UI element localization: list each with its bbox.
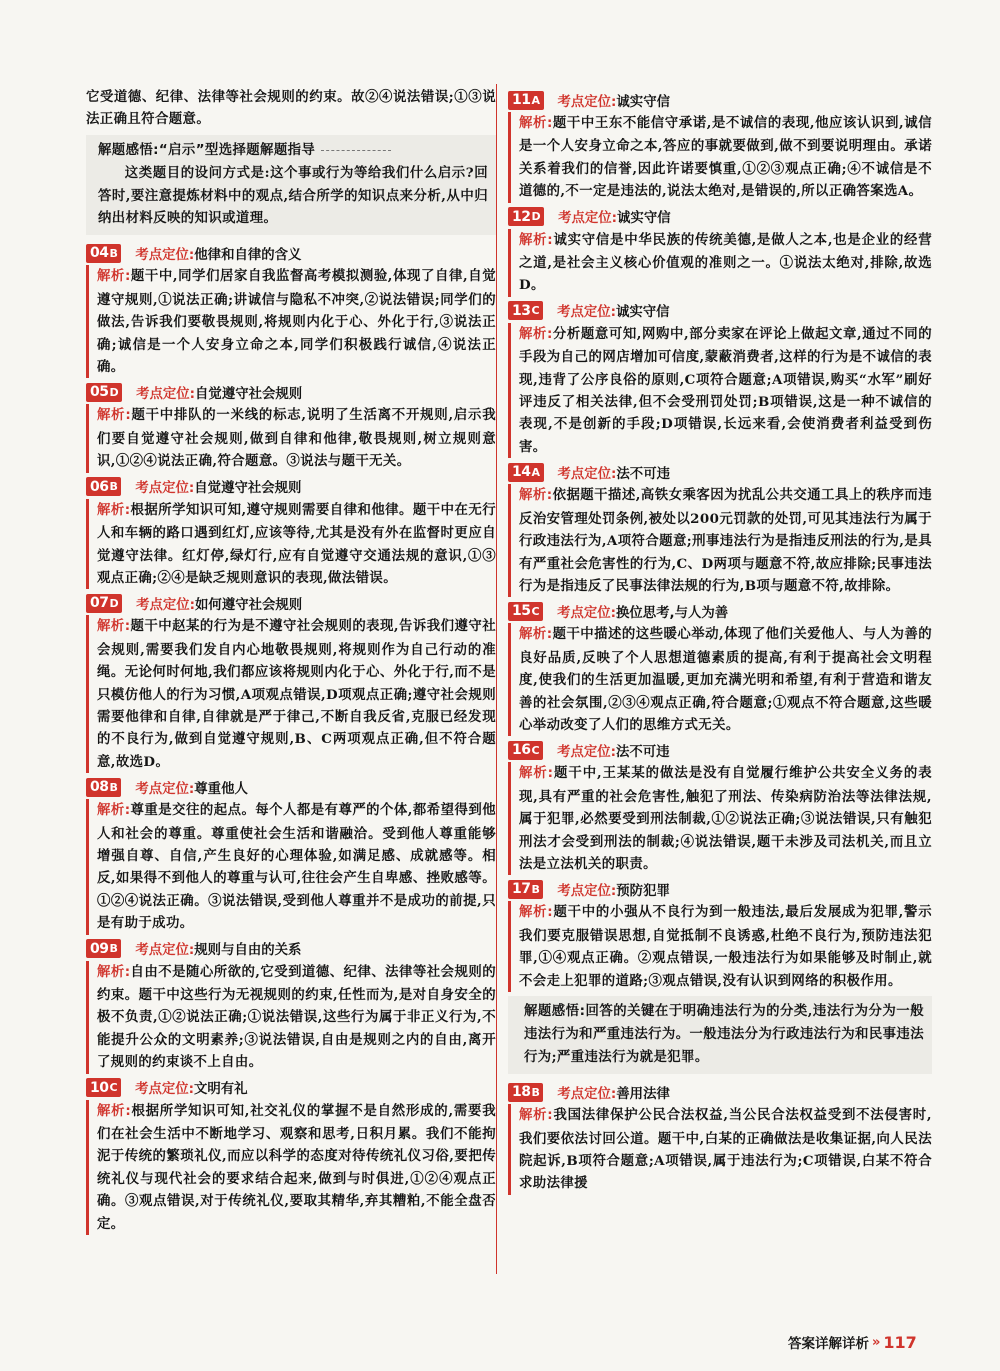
- explanation-text: 分析题意可知,网购中,部分卖家在评论上做起文章,通过不同的手段为自己的网店增加可信度,蒙蔽消费者,这样的行为是不诚信的表现,违背了公序良俗的原则,C项符合题意;A项错误,购买“水军”刷好评违反了相关法律,但不会受刑罚处罚;B项错误,这是一种不诚信的表现,不是创新的手段;D项错误,长远来看,会使消费者利益受到伤害。: [519, 325, 933, 455]
- explanation: [508, 112, 932, 203]
- answer-letter: D: [109, 596, 119, 610]
- answer-letter: C: [531, 304, 540, 318]
- explanation-text: 题干中的小强从不良行为到一般违法,最后发展成为犯罪,警示我们要克服错误思想,自觉抵制不良诱惑,杜绝不良行为,预防违法犯罪,①④观点正确。②观点错误,一般违法行为如果能够及时制止,就不会走上犯罪的道路;③观点错误,没有认识到网络的积极作用。: [519, 904, 932, 989]
- question-number-badge: [86, 939, 121, 958]
- insight-title-right: 解题感悟:: [524, 1004, 586, 1019]
- explanation-text: 诚实守信是中华民族的传统美德,是做人之本,也是企业的经营之道,是社会主义核心价值观的准则之一。①说法太绝对,排除,故选D。: [519, 231, 932, 294]
- topic-name: 法不可违: [615, 744, 670, 760]
- explanation-text: 根据所学知识可知,遵守规则需要自律和他律。题干中在无行人和车辆的路口遇到红灯,应该等待,尤其是没有外在监督时更应自觉遵守法律。红灯停,绿灯行,应有自觉遵守交通法规的意识,①③观点正确;②④是缺乏规则意识的表现,做法错误。: [97, 501, 496, 586]
- topic-tag: 考点定位:: [135, 247, 195, 263]
- question-number: 04: [90, 245, 109, 262]
- topic-tag: 考点定位:: [557, 94, 617, 110]
- topic-tag: 考点定位:: [136, 597, 196, 613]
- explanation-text: 题干中赵某的行为是不遵守社会规则的表现,告诉我们遵守社会规则,需要我们发自内心地敬畏规则,将规则作为自己行动的准绳。无论何时何地,我们都应该将规则内化于心、外化于行,而不是只模仿他人的行为习惯,A项观点错误,D项观点正确;遵守社会规则需要他律和自律,自律就是严于律己,不断自我反省,克服已经发现的不良行为,做到自觉遵守规则,B、C两项观点正确,但不符合题意,故选D。: [97, 618, 496, 770]
- answer-letter: C: [531, 604, 540, 618]
- topic-tag: 考点定位:: [557, 1086, 617, 1102]
- explanation-text: 题干中王东不能信守承诺,是不诚信的表现,他应该认识到,诚信是一个人安身立命之本,答应的事就要做到,做不到要说明理由。承诺关系着我们的信誉,因此许诺要慎重,①②③观点正确;④不诚信是不道德的,不一定是违法的,说法太绝对,是错误的,所以正确答案选A。: [519, 115, 932, 200]
- question-item: [508, 88, 932, 203]
- explanation-text: 题干中,王某某的做法是没有自觉履行维护公共安全义务的表现,具有严重的社会危害性,触犯了刑法、传染病防治法等法律法规,属于犯罪,必然要受到刑法制裁,①②说法正确;③说法错误,只有触犯刑法才会受到刑法的制裁;④说法错误,题干未涉及司法机关,而且立法是立法机关的职责。: [519, 765, 932, 872]
- question-number: 05: [90, 384, 109, 401]
- left-column: [86, 86, 496, 1235]
- question-number: 08: [90, 779, 109, 796]
- explanation-label: 解析:: [519, 488, 553, 504]
- explanation-text: 我国法律保护公民合法权益,当公民合法权益受到不法侵害时,我们要依法讨回公道。题干中,白某的正确做法是收集证据,向人民法院起诉,B项符合题意;A项错误,属于违法行为;C项错误,白某不符合求助法律援: [519, 1107, 932, 1192]
- topic-tag: 考点定位:: [135, 1082, 194, 1098]
- question-header: [86, 380, 496, 404]
- question-number: 15: [512, 603, 531, 620]
- question-number: 18: [512, 1084, 531, 1101]
- explanation: [508, 484, 932, 597]
- topic-tag: 考点定位:: [135, 481, 195, 497]
- question-number: 16: [512, 742, 531, 759]
- question-number-badge: [508, 880, 543, 899]
- explanation-label: 解析:: [519, 232, 554, 248]
- topic-name: 文明有礼: [193, 1082, 248, 1098]
- topic-tag: 考点定位:: [557, 744, 616, 760]
- question-number-badge: [86, 594, 122, 613]
- topic-tag: 考点定位:: [136, 386, 196, 402]
- question-number: 12: [512, 208, 531, 225]
- double-chevron-icon: »: [872, 1334, 881, 1350]
- insight-body-right: 回答的关键在于明确违法行为的分类,违法行为分为一般违法行为和严重违法行为。一般违法分为行政违法行为和民事违法行为;严重违法行为就是犯罪。: [524, 1003, 924, 1065]
- topic-tag: 考点定位:: [135, 943, 195, 959]
- page-footer: [788, 1330, 917, 1354]
- question-number-badge: [86, 1078, 121, 1097]
- question-item: [86, 475, 496, 590]
- question-header: [508, 599, 932, 623]
- explanation: [508, 762, 932, 875]
- question-header: [508, 738, 932, 762]
- topic-tag: 考点定位:: [557, 466, 617, 482]
- explanation: [86, 615, 496, 773]
- explanation-text: 题干中描述的这些暖心举动,体现了他们关爱他人、与人为善的良好品质,反映了个人思想道德素质的提高,有利于提高社会文明程度,使我们的生活更加温暖,更加充满光明和希望,有利于营造和谐友善的社会氛围,②③④观点正确,符合题意;①观点不符合题意,这些暖心举动改变了人们的思维方式无关。: [519, 626, 932, 733]
- topic-tag: 考点定位:: [557, 883, 617, 899]
- insight-box-right: [508, 996, 932, 1074]
- question-number-badge: [86, 477, 121, 496]
- explanation-text: 题干中排队的一米线的标志,说明了生活离不开规则,启示我们要自觉遵守社会规则,做到自律和他律,敬畏规则,树立规则意识,①②④说法正确,符合题意。③说法与题干无关。: [97, 407, 497, 470]
- question-number-badge: [508, 602, 543, 621]
- explanation-label: 解析:: [519, 627, 553, 643]
- answer-letter: B: [531, 1085, 540, 1099]
- topic-name: 自觉遵守社会规则: [194, 481, 302, 497]
- explanation: [86, 499, 496, 590]
- topic-tag: 考点定位:: [557, 305, 616, 321]
- explanation-label: 解析:: [519, 766, 554, 782]
- question-number-badge: [508, 301, 543, 320]
- topic-name: 善用法律: [616, 1086, 670, 1102]
- topic-name: 诚实守信: [617, 211, 671, 227]
- answer-letter: A: [531, 465, 540, 479]
- insight-box: [86, 135, 496, 236]
- question-item: [508, 1080, 932, 1195]
- explanation: [86, 1100, 496, 1235]
- explanation-label: 解析:: [97, 408, 132, 424]
- answer-letter: B: [109, 246, 118, 260]
- question-item: [508, 205, 932, 297]
- explanation: [508, 323, 932, 458]
- explanation-label: 解析:: [519, 116, 553, 131]
- question-item: [508, 599, 932, 736]
- question-item: [508, 460, 932, 597]
- question-number: 11: [512, 92, 531, 108]
- topic-name: 自觉遵守社会规则: [195, 386, 303, 402]
- question-number: 17: [512, 881, 531, 898]
- explanation-text: 根据所学知识可知,社交礼仪的掌握不是自然形成的,需要我们在社会生活中不断地学习、观察和思考,日积月累。我们不能拘泥于传统的繁琐礼仪,而应以科学的态度对待传统礼仪习俗,要把传统礼仪与现代社会的要求结合起来,做到与时俱进,①②④观点正确。③观点错误,对于传统礼仪,要取其精华,弃其糟粕,不能全盘否定。: [97, 1102, 497, 1232]
- explanation-label: 解析:: [97, 1103, 132, 1119]
- topic-name: 规则与自由的关系: [194, 943, 302, 959]
- explanation-label: 解析:: [97, 269, 131, 285]
- question-item: [86, 241, 496, 378]
- question-number-badge: [508, 741, 543, 760]
- question-header: [508, 1080, 932, 1104]
- question-number-badge: [508, 91, 544, 110]
- question-number-badge: [86, 383, 122, 402]
- insight-title: 解题感悟:“启示”型选择题解题指导: [98, 142, 316, 158]
- topic-tag: 考点定位:: [135, 781, 195, 797]
- explanation-label: 解析:: [97, 803, 131, 819]
- question-header: [86, 775, 496, 799]
- question-item: [86, 380, 496, 472]
- explanation-label: 解析:: [519, 905, 554, 921]
- question-header: [508, 877, 932, 901]
- explanation-text: 尊重是交往的起点。每个人都是有尊严的个体,都希望得到他人和社会的尊重。尊重使社会生活和谐融洽。受到他人尊重能够增强自尊、自信,产生良好的心理体验,如满足感、成就感等。相反,如果得不到他人的尊重与认可,往往会产生自卑感、挫败感等。①②④说法正确。③说法错误,受到他人尊重并不是成功的前提,只是有助于成功。: [97, 802, 496, 932]
- question-item: [508, 877, 932, 992]
- footer-label: 答案详解详析: [788, 1336, 869, 1352]
- answer-letter: B: [109, 780, 118, 794]
- topic-name: 诚实守信: [616, 94, 670, 110]
- topic-name: 如何遵守社会规则: [195, 597, 303, 613]
- topic-name: 诚实守信: [615, 305, 670, 321]
- question-item: [86, 775, 496, 934]
- right-items-b: [508, 1080, 932, 1195]
- topic-tag: 考点定位:: [558, 211, 618, 227]
- question-number-badge: [508, 207, 544, 226]
- question-number-badge: [508, 463, 544, 482]
- column-divider: [496, 84, 497, 1274]
- topic-name: 他律和自律的含义: [194, 247, 302, 263]
- question-number-badge: [508, 1083, 543, 1102]
- left-items: [86, 241, 496, 1235]
- insight-body: 这类题目的设问方式是:这个事或行为等给我们什么启示?回答时,要注意提炼材料中的观点,结合所学的知识点来分析,从中归纳出材料反映的知识或道理。: [98, 165, 488, 227]
- question-item: [86, 1076, 496, 1235]
- answer-letter: B: [109, 480, 118, 494]
- topic-name: 尊重他人: [194, 781, 248, 797]
- question-number: 07: [90, 595, 109, 612]
- answer-letter: B: [109, 942, 118, 956]
- question-number: 09: [90, 940, 109, 957]
- question-header: [86, 241, 496, 265]
- explanation: [86, 961, 496, 1074]
- explanation: [86, 265, 496, 378]
- question-header: [508, 460, 932, 484]
- explanation-text: 依据题干描述,高铁女乘客因为扰乱公共交通工具上的秩序而违反治安管理处罚条例,被处以200元罚款的处罚,可见其违法行为属于行政违法行为,A项符合题意;刑事违法行为是指违反刑法的行为,是具有严重社会危害性的行为,C、D两项与题意不符,故应排除;民事违法行为是指违反了民事法律法规的行为,B项与题意不符,故排除。: [519, 487, 932, 594]
- explanation-text: 题干中,同学们居家自我监督高考模拟测验,体现了自律,自觉遵守规则,①说法正确;讲诚信与隐私不冲突,②说法错误;同学们的做法,告诉我们要敬畏规则,将规则内化于心、外化于行,③说法正确;诚信是一个人安身立命之本,同学们积极践行诚信,④说法正确。: [97, 268, 496, 376]
- question-number: 14: [512, 464, 531, 481]
- topic-name: 换位思考,与人为善: [615, 605, 729, 621]
- answer-letter: C: [109, 1081, 118, 1095]
- right-column: [508, 86, 932, 1195]
- question-header: [86, 475, 496, 499]
- topic-name: 法不可违: [616, 466, 670, 482]
- question-number: 06: [90, 478, 109, 495]
- explanation-text: 自由不是随心所欲的,它受到道德、纪律、法律等社会规则的约束。题干中这些行为无视规则的约束,任性而为,是对自身安全的极不负责,①②说法正确;①说法错误,这些行为属于非正义行为,不能提升公众的文明素养;③说法错误,自由是规则之内的自由,离开了规则的约束谈不上自由。: [97, 963, 496, 1071]
- question-header: [508, 88, 932, 112]
- explanation-label: 解析:: [97, 619, 131, 635]
- explanation-label: 解析:: [519, 326, 553, 342]
- explanation-label: 解析:: [519, 1108, 554, 1124]
- question-item: [508, 738, 932, 875]
- question-header: [86, 1076, 496, 1100]
- explanation: [508, 623, 932, 736]
- answer-letter: B: [531, 882, 540, 896]
- intro-text: 它受道德、纪律、法律等社会规则的约束。故②④说法错误;①③说法正确且符合题意。: [86, 89, 496, 128]
- question-number-badge: [86, 244, 121, 263]
- page-number: 117: [883, 1332, 917, 1352]
- explanation: [86, 799, 496, 934]
- explanation: [508, 901, 932, 992]
- topic-name: 预防犯罪: [616, 883, 670, 899]
- question-header: [508, 205, 932, 229]
- dashed-rule: [321, 150, 391, 151]
- topic-tag: 考点定位:: [557, 605, 616, 621]
- question-number: 13: [512, 302, 531, 319]
- answer-letter: D: [531, 210, 541, 224]
- answer-letter: A: [531, 93, 540, 107]
- question-item: [508, 299, 932, 458]
- answer-letter: D: [109, 385, 119, 399]
- question-header: [86, 937, 496, 961]
- explanation-label: 解析:: [97, 964, 131, 980]
- right-items-a: [508, 88, 932, 992]
- answer-letter: C: [531, 743, 540, 757]
- question-item: [86, 591, 496, 773]
- question-number: 10: [90, 1079, 109, 1096]
- question-item: [86, 937, 496, 1074]
- explanation: [86, 404, 496, 472]
- explanation-label: 解析:: [97, 502, 131, 518]
- explanation: [508, 229, 932, 297]
- question-header: [86, 591, 496, 615]
- question-header: [508, 299, 932, 323]
- explanation: [508, 1104, 932, 1195]
- question-number-badge: [86, 778, 121, 797]
